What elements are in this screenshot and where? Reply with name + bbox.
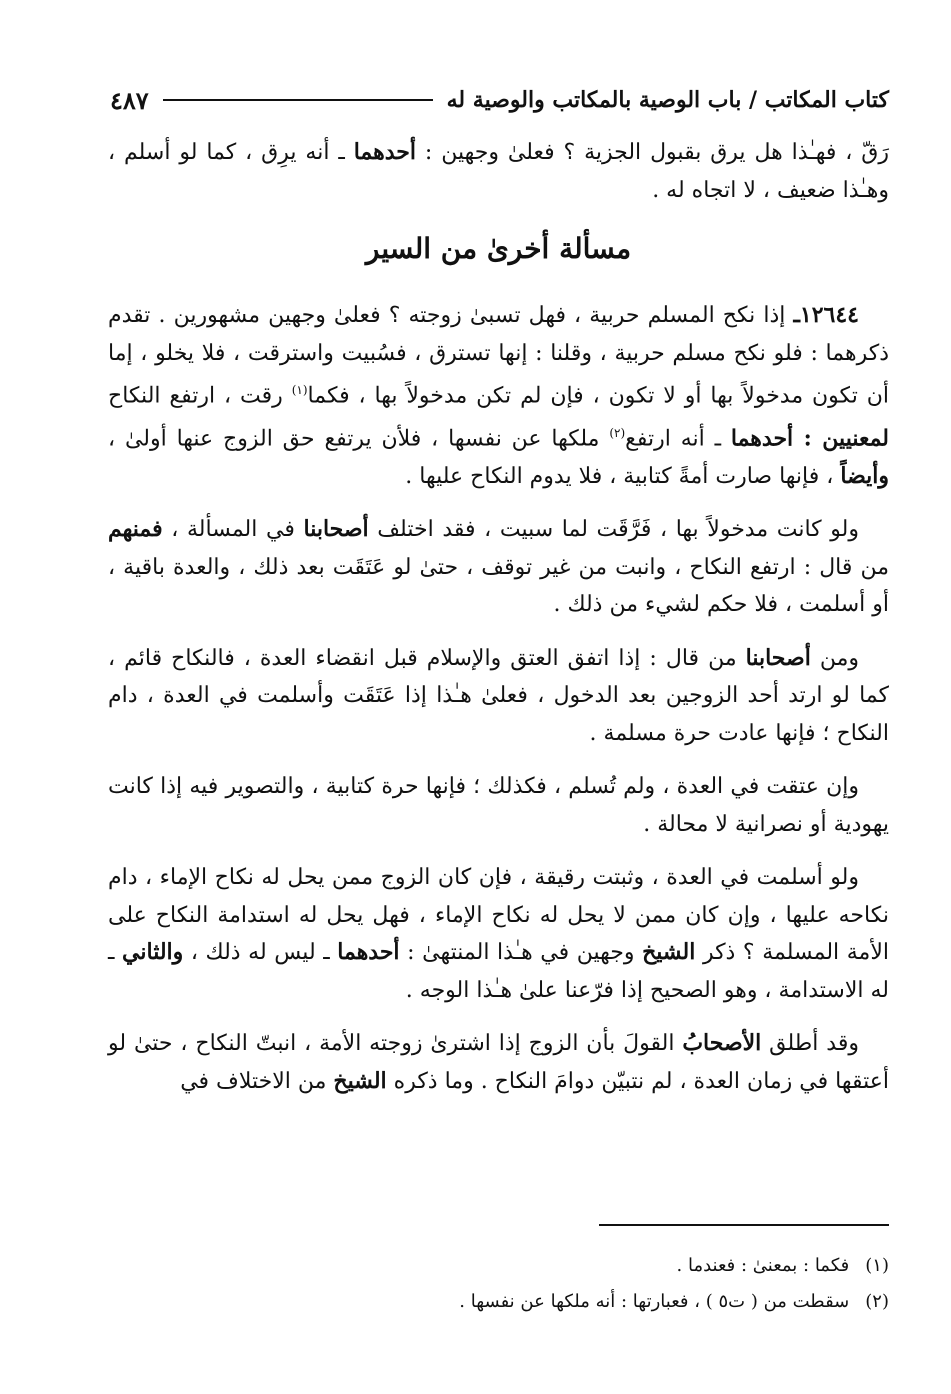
text-run: ـ له الاستدامة ، وهو الصحيح إذا فرّعنا علىٰ هـٰذا الوجه . xyxy=(108,940,889,1003)
paragraph-12644 xyxy=(108,297,889,495)
bold-term: فمنهم xyxy=(108,516,163,543)
section-heading: مسألة أخرىٰ من السير xyxy=(365,232,632,265)
bold-term: أصحابنا xyxy=(303,516,369,543)
paragraph xyxy=(108,511,889,624)
header-rule xyxy=(163,99,433,101)
footnote-ref: (٢) xyxy=(609,425,626,440)
text-run: ولو أسلمت في العدة ، وثبتت رقيقة ، فإن كان الزوج ممن يحل له نكاح الإماء ، دام نكاحه عليها ، وإن كان ممن لا يحل له نكاح الإماء ، فهل يحل له استدامة النكاح على الأمة المسلمة ؟ ذكر xyxy=(108,865,889,966)
footnote-text: سقطت من ( ت٥ ) ، فعبارتها : أنه ملكها عن نفسها . xyxy=(459,1291,850,1312)
text-run: رَقّ ، فهـٰذا هل يرق بقبول الجزية ؟ فعلىٰ وجهين : xyxy=(415,140,889,165)
issue-number: ١٢٦٤٤ـ xyxy=(793,302,859,328)
text-run: وجهين في هـٰذا المنتهىٰ : xyxy=(399,940,643,966)
footnote-number: (٢) xyxy=(865,1291,889,1312)
footnote-2 xyxy=(108,1284,889,1320)
text-run: ملكها عن نفسها ، فلأن يرتفع حق الزوج عنها أولىٰ ، xyxy=(108,426,610,452)
page-number: ٤٨٧ xyxy=(110,85,149,115)
text-run: وإن عتقت في العدة ، ولم تُسلم ، فكذلك ؛ فإنها حرة كتابية ، والتصوير فيه إذا كانت يهودية أو نصرانية لا محالة . xyxy=(108,774,889,837)
paragraph xyxy=(108,640,889,753)
footnotes xyxy=(108,1248,889,1320)
footnote-ref: (١) xyxy=(291,383,308,397)
text-run: رقت ، ارتفع النكاح xyxy=(108,383,292,409)
running-title: كتاب المكاتب / باب الوصية بالمكاتب والوصية له xyxy=(446,87,889,113)
bold-term: أحدهما xyxy=(337,939,400,966)
text-run: من قال : ارتفع النكاح ، وانبت من غير توقف ، حتىٰ لو عَتَقَت بعد ذلك ، والعدة باقية ، أو أسلمت ، فلا حكم لشيء من ذلك . xyxy=(108,554,889,618)
bold-term: لمعنيين : أحدهما xyxy=(730,425,890,452)
text-run: إذا نكح المسلم حربية ، فهل تسبىٰ زوجته ؟ فعلىٰ وجهين مشهورين . تقدم ذكرهما : فلو نكح مسلم حربية ، وقلنا : إنها تسترق ، فسُبيت واسترقت ، فلا يخلو ، إما أن تكون مدخولاً بها أو لا تكون ، فإن لم تكن مدخولاً بها ، فكما xyxy=(108,303,889,409)
footnote-1 xyxy=(108,1248,889,1284)
footnote-number: (١) xyxy=(865,1255,889,1276)
paragraph xyxy=(108,1025,889,1100)
bold-term: والثاني xyxy=(122,939,184,966)
text-run: ـ ليس له ذلك ، xyxy=(183,940,338,966)
text-run: ـ أنه ارتفع xyxy=(625,426,731,452)
bold-term: الأصحابُ xyxy=(682,1030,762,1057)
bold-term: أحدهما xyxy=(353,139,416,165)
paragraph xyxy=(108,768,889,843)
text-run: ـ أنه يرِق ، كما لو أسلم ، وهـٰذا ضعيف ، لا اتجاه له . xyxy=(108,140,889,203)
paragraph xyxy=(108,859,889,1009)
footnote-separator xyxy=(599,1224,889,1226)
bold-term: الشيخ xyxy=(333,1067,387,1094)
bold-term: أصحابنا xyxy=(745,644,811,671)
text-run: من الاختلاف في xyxy=(180,1068,334,1094)
text-run: ، فإنها صارت أمةً كتابية ، فلا يدوم النكاح عليها . xyxy=(405,463,841,489)
footnote-text: فكما : بمعنىٰ : فعندما . xyxy=(676,1255,850,1276)
text-run: ومن xyxy=(810,645,859,671)
text-run: وقد أطلق xyxy=(761,1031,859,1057)
text-run: من قال : إذا اتفق العتق والإسلام قبل انقضاء العدة ، فالنكاح قائم ، كما لو ارتد أحد الزوجين بعد الدخول ، فعلىٰ هـٰذا إذا عَتَقَت وأسلمت في العدة ، دام النكاح ؛ فإنها عادت حرة مسلمة . xyxy=(108,645,889,746)
page-header xyxy=(110,80,889,120)
bold-term: وأيضاً xyxy=(840,462,889,489)
intro-paragraph xyxy=(108,134,889,209)
main-text xyxy=(108,134,889,1116)
text-run: في المسألة ، xyxy=(162,517,304,543)
text-run: القولَ بأن الزوج إذا اشترىٰ زوجته الأمة ، انبتّ النكاح ، حتىٰ لو أعتقها في زمان العدة ، لم نتبيّن دوامَ النكاح . وما ذكره xyxy=(108,1031,889,1094)
bold-term: الشيخ xyxy=(642,939,696,966)
text-run: ولو كانت مدخولاً بها ، فَرَّقَت لما سبيت ، فقد اختلف xyxy=(368,517,859,543)
